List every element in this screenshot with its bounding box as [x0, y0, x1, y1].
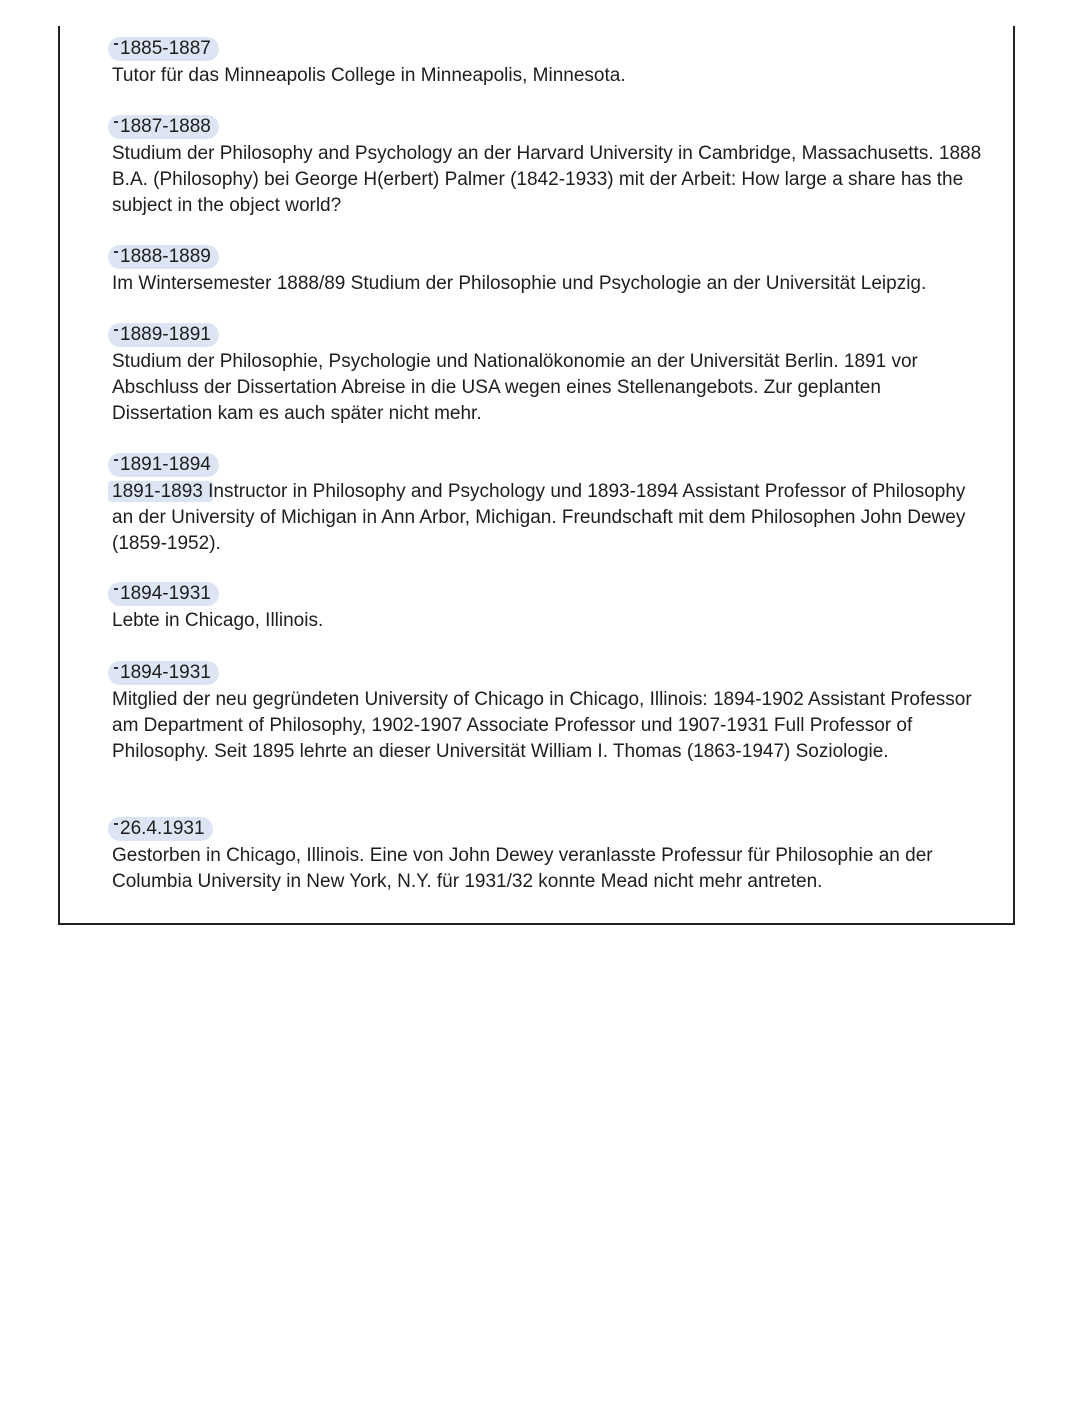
dash-icon — [114, 43, 118, 45]
entry-description: Gestorben in Chicago, Illinois. Eine von John Dewey veranlasste Professur für Philosophie an der Columbia University in New York, N.Y. für 1931/32 konnte Mead nicht mehr antreten. — [112, 845, 933, 892]
date-label: 1891-1894 — [120, 454, 211, 475]
date-label: 1887-1888 — [120, 116, 211, 137]
dash-icon — [114, 459, 118, 461]
date-badge — [108, 817, 213, 841]
date-label: 1889-1891 — [120, 324, 211, 345]
date-badge — [108, 661, 219, 685]
timeline-entry — [112, 453, 982, 557]
timeline-entry — [112, 37, 982, 89]
entry-description: Mitglied der neu gegründeten University of Chicago in Chicago, Illinois: 1894-1902 Assistant Professor am Department of Philosophy, 1902-1907 Associate Professor und 1907-1931 Full Professor of Philosophy. Seit 1895 lehrte an dieser Universität William I. Thomas (1863-1947) Soziologie. — [112, 689, 972, 762]
date-badge — [108, 115, 219, 139]
date-badge — [108, 453, 219, 477]
entry-description: Lebte in Chicago, Illinois. — [112, 610, 324, 631]
timeline-entry — [112, 323, 982, 427]
dash-icon — [114, 251, 118, 253]
timeline-entry — [112, 115, 982, 219]
entry-description: Studium der Philosophy and Psychology an der Harvard University in Cambridge, Massachusetts. 1888 B.A. (Philosophy) bei George H(erbert) Palmer (1842-1933) mit der Arbeit: How large a share has the subject in the object world? — [112, 143, 982, 216]
date-badge — [108, 323, 219, 347]
date-label: 26.4.1931 — [120, 818, 205, 839]
entry-description-text: nstructor in Philosophy and Psychology und 1893-1894 Assistant Professor of Philosophy an der University of Michigan in Ann Arbor, Michigan. Freundschaft mit dem Philosophen John Dewey (1859-1952). — [112, 481, 966, 554]
date-badge — [108, 37, 219, 61]
date-label: 1894-1931 — [120, 583, 211, 604]
entry-description: Tutor für das Minneapolis College in Minneapolis, Minnesota. — [112, 65, 626, 86]
dash-icon — [114, 588, 118, 590]
timeline-entry — [112, 245, 982, 297]
dash-icon — [114, 329, 118, 331]
date-label: 1888-1889 — [120, 246, 211, 267]
entry-description: Im Wintersemester 1888/89 Studium der Philosophie und Psychologie an der Universität Leipzig. — [112, 273, 927, 294]
timeline-entry — [112, 661, 982, 765]
highlighted-text: 1891-1893 I — [108, 481, 213, 502]
timeline-entry — [112, 817, 982, 895]
entry-description: Studium der Philosophie, Psychologie und Nationalökonomie an der Universität Berlin. 1891 vor Abschluss der Dissertation Abreise in die USA wegen eines Stellenangebots. Zur geplanten Dissertation kam es auch später nicht mehr. — [112, 351, 918, 424]
entry-description — [112, 479, 982, 557]
date-label: 1885-1887 — [120, 38, 211, 59]
date-label: 1894-1931 — [120, 662, 211, 683]
date-badge — [108, 245, 219, 269]
dash-icon — [114, 121, 118, 123]
dash-icon — [114, 823, 118, 825]
dash-icon — [114, 667, 118, 669]
date-badge — [108, 582, 219, 606]
timeline-entry — [112, 582, 982, 634]
